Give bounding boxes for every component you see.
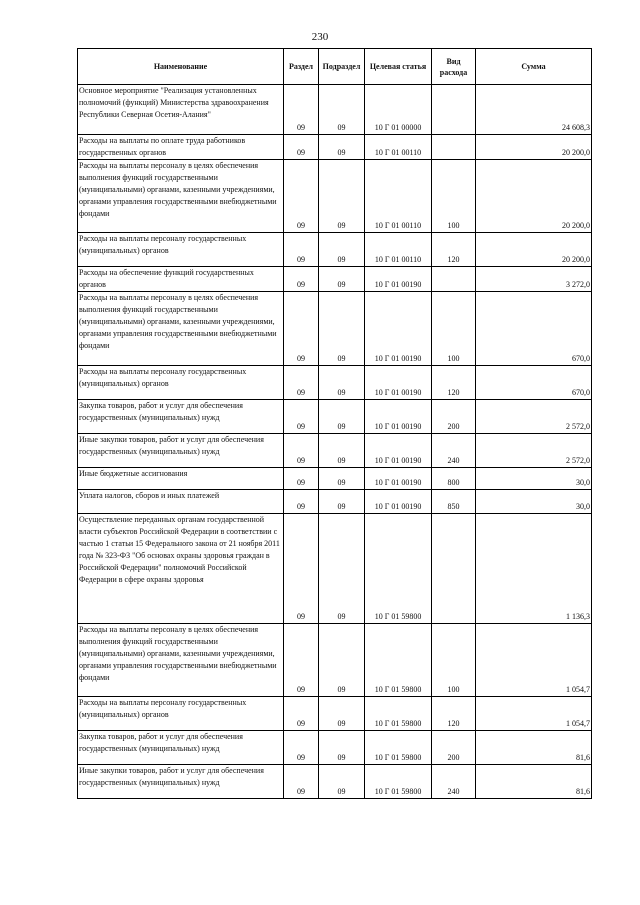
- table-row: [78, 400, 592, 434]
- row-vid-cell: 200: [432, 400, 476, 434]
- table-row: [78, 731, 592, 765]
- row-vid-cell: 120: [432, 366, 476, 400]
- row-sum-cell: 1 136,3: [476, 514, 592, 624]
- row-target-cell: 10 Г 01 00000: [365, 85, 432, 135]
- table-row: [78, 267, 592, 292]
- row-sum-cell: 670,0: [476, 366, 592, 400]
- row-podrazdel-cell: 09: [319, 468, 365, 490]
- row-vid-cell: 100: [432, 624, 476, 697]
- row-razdel-cell: 09: [284, 233, 319, 267]
- row-sum-cell: 81,6: [476, 731, 592, 765]
- table-row: [78, 85, 592, 135]
- row-name-cell: Расходы на выплаты персоналу государственных (муниципальных) органов: [78, 366, 284, 400]
- row-sum-cell: 3 272,0: [476, 267, 592, 292]
- row-vid-cell: [432, 85, 476, 135]
- row-razdel-cell: 09: [284, 514, 319, 624]
- row-sum-cell: 24 608,3: [476, 85, 592, 135]
- row-name-cell: Расходы на выплаты персоналу государственных (муниципальных) органов: [78, 697, 284, 731]
- row-name-cell: Иные закупки товаров, работ и услуг для обеспечения государственных (муниципальных) нужд: [78, 434, 284, 468]
- row-razdel-cell: 09: [284, 434, 319, 468]
- header-target: Целевая статья: [365, 49, 432, 85]
- row-name-cell: Осуществление переданных органам государственной власти субъектов Российской Федерации в соответствии с частью 1 статьи 15 Федерального закона от 21 ноября 2011 года № 323-ФЗ "Об основах охраны здоровья граждан в Российской Федерации" полномочий Российской Федерации в сфере охраны здоровья: [78, 514, 284, 624]
- row-podrazdel-cell: 09: [319, 267, 365, 292]
- row-razdel-cell: 09: [284, 731, 319, 765]
- row-vid-cell: 120: [432, 697, 476, 731]
- row-sum-cell: 30,0: [476, 490, 592, 514]
- row-sum-cell: 20 200,0: [476, 160, 592, 233]
- row-name-cell: Расходы на выплаты по оплате труда работников государственных органов: [78, 135, 284, 160]
- table-row: [78, 434, 592, 468]
- row-podrazdel-cell: 09: [319, 400, 365, 434]
- table-row: [78, 468, 592, 490]
- row-podrazdel-cell: 09: [319, 697, 365, 731]
- row-name-cell: Иные бюджетные ассигнования: [78, 468, 284, 490]
- row-vid-cell: 850: [432, 490, 476, 514]
- row-target-cell: 10 Г 01 59800: [365, 514, 432, 624]
- row-name-cell: Расходы на обеспечение функций государственных органов: [78, 267, 284, 292]
- row-vid-cell: [432, 135, 476, 160]
- row-podrazdel-cell: 09: [319, 434, 365, 468]
- row-razdel-cell: 09: [284, 765, 319, 799]
- row-sum-cell: 2 572,0: [476, 434, 592, 468]
- row-vid-cell: [432, 514, 476, 624]
- header-sum: Сумма: [476, 49, 592, 85]
- header-razdel: Раздел: [284, 49, 319, 85]
- header-name: Наименование: [78, 49, 284, 85]
- row-target-cell: 10 Г 01 00190: [365, 366, 432, 400]
- row-vid-cell: [432, 267, 476, 292]
- table-row: [78, 366, 592, 400]
- row-razdel-cell: 09: [284, 160, 319, 233]
- row-vid-cell: 100: [432, 160, 476, 233]
- row-name-cell: Иные закупки товаров, работ и услуг для обеспечения государственных (муниципальных) нужд: [78, 765, 284, 799]
- row-sum-cell: 1 054,7: [476, 697, 592, 731]
- row-sum-cell: 20 200,0: [476, 135, 592, 160]
- row-target-cell: 10 Г 01 59800: [365, 765, 432, 799]
- header-podrazdel: Подраздел: [319, 49, 365, 85]
- row-podrazdel-cell: 09: [319, 624, 365, 697]
- row-target-cell: 10 Г 01 00190: [365, 400, 432, 434]
- row-razdel-cell: 09: [284, 85, 319, 135]
- budget-table: [77, 48, 592, 799]
- row-name-cell: Расходы на выплаты персоналу государственных (муниципальных) органов: [78, 233, 284, 267]
- table-row: [78, 135, 592, 160]
- row-target-cell: 10 Г 01 00190: [365, 292, 432, 366]
- row-razdel-cell: 09: [284, 697, 319, 731]
- row-name-cell: Расходы на выплаты персоналу в целях обеспечения выполнения функций государственными (муниципальными) органами, казенными учреждениями, органами управления государственными внебюджетными фондами: [78, 160, 284, 233]
- row-name-cell: Закупка товаров, работ и услуг для обеспечения государственных (муниципальных) нужд: [78, 400, 284, 434]
- header-vid: Вид расхода: [432, 49, 476, 85]
- row-razdel-cell: 09: [284, 292, 319, 366]
- row-target-cell: 10 Г 01 00110: [365, 135, 432, 160]
- row-name-cell: Закупка товаров, работ и услуг для обеспечения государственных (муниципальных) нужд: [78, 731, 284, 765]
- row-podrazdel-cell: 09: [319, 765, 365, 799]
- row-podrazdel-cell: 09: [319, 85, 365, 135]
- row-sum-cell: 2 572,0: [476, 400, 592, 434]
- row-target-cell: 10 Г 01 00190: [365, 434, 432, 468]
- row-target-cell: 10 Г 01 59800: [365, 624, 432, 697]
- table-header-row: [78, 49, 592, 85]
- row-vid-cell: 100: [432, 292, 476, 366]
- row-razdel-cell: 09: [284, 135, 319, 160]
- table-row: [78, 624, 592, 697]
- row-vid-cell: 200: [432, 731, 476, 765]
- row-target-cell: 10 Г 01 59800: [365, 697, 432, 731]
- row-sum-cell: 30,0: [476, 468, 592, 490]
- row-name-cell: Расходы на выплаты персоналу в целях обеспечения выполнения функций государственными (муниципальными) органами, казенными учреждениями, органами управления государственными внебюджетными фондами: [78, 624, 284, 697]
- table-row: [78, 490, 592, 514]
- table-row: [78, 697, 592, 731]
- row-name-cell: Уплата налогов, сборов и иных платежей: [78, 490, 284, 514]
- row-razdel-cell: 09: [284, 267, 319, 292]
- row-podrazdel-cell: 09: [319, 366, 365, 400]
- row-podrazdel-cell: 09: [319, 160, 365, 233]
- row-podrazdel-cell: 09: [319, 233, 365, 267]
- row-target-cell: 10 Г 01 00190: [365, 267, 432, 292]
- row-vid-cell: 120: [432, 233, 476, 267]
- row-vid-cell: 240: [432, 434, 476, 468]
- table-row: [78, 292, 592, 366]
- row-razdel-cell: 09: [284, 624, 319, 697]
- row-podrazdel-cell: 09: [319, 490, 365, 514]
- row-razdel-cell: 09: [284, 468, 319, 490]
- row-target-cell: 10 Г 01 00190: [365, 468, 432, 490]
- row-razdel-cell: 09: [284, 366, 319, 400]
- row-sum-cell: 20 200,0: [476, 233, 592, 267]
- row-name-cell: Расходы на выплаты персоналу в целях обеспечения выполнения функций государственными (муниципальными) органами, казенными учреждениями, органами управления государственными внебюджетными фондами: [78, 292, 284, 366]
- row-target-cell: 10 Г 01 00190: [365, 490, 432, 514]
- row-podrazdel-cell: 09: [319, 514, 365, 624]
- table-row: [78, 765, 592, 799]
- row-razdel-cell: 09: [284, 400, 319, 434]
- table-row: [78, 233, 592, 267]
- table-row: [78, 160, 592, 233]
- row-podrazdel-cell: 09: [319, 731, 365, 765]
- page-number: 230: [311, 31, 329, 43]
- row-target-cell: 10 Г 01 59800: [365, 731, 432, 765]
- row-podrazdel-cell: 09: [319, 292, 365, 366]
- row-target-cell: 10 Г 01 00110: [365, 160, 432, 233]
- row-vid-cell: 800: [432, 468, 476, 490]
- row-name-cell: Основное мероприятие "Реализация установленных полномочий (функций) Министерства здравоохранения Республики Северная Осетия-Алания": [78, 85, 284, 135]
- row-podrazdel-cell: 09: [319, 135, 365, 160]
- row-target-cell: 10 Г 01 00110: [365, 233, 432, 267]
- row-sum-cell: 81,6: [476, 765, 592, 799]
- table-row: [78, 514, 592, 624]
- row-razdel-cell: 09: [284, 490, 319, 514]
- row-sum-cell: 1 054,7: [476, 624, 592, 697]
- row-sum-cell: 670,0: [476, 292, 592, 366]
- row-vid-cell: 240: [432, 765, 476, 799]
